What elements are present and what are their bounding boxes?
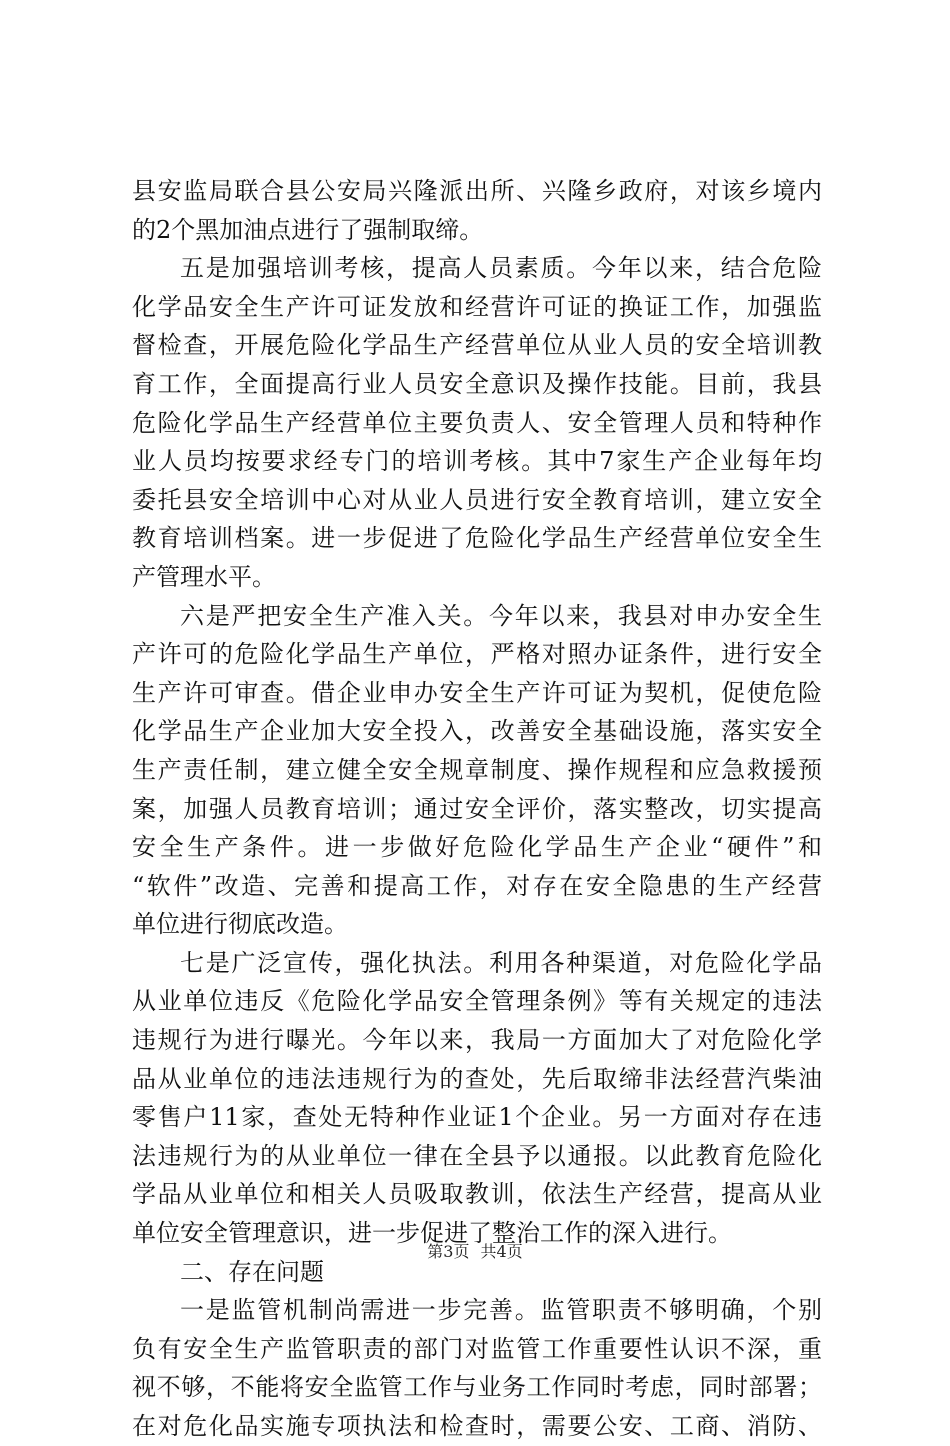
page-total: 共4页 (480, 1242, 523, 1261)
text-line: 违规行为进行曝光。今年以来，我局一方面加大了对危险化学 (132, 1026, 822, 1055)
text-line: 视不够，不能将安全监管工作与业务工作同时考虑，同时部署； (132, 1373, 822, 1402)
text-line: 化学品生产企业加大安全投入，改善安全基础设施，落实安全 (132, 717, 822, 746)
text-line: 六是严把安全生产准入关。今年以来，我县对申办安全生 (180, 601, 822, 630)
text-line: 学品从业单位和相关人员吸取教训，依法生产经营，提高从业 (132, 1180, 822, 1209)
text-line: 七是广泛宣传，强化执法。利用各种渠道，对危险化学品 (180, 948, 822, 977)
text-line: 从业单位违反《危险化学品安全管理条例》等有关规定的违法 (132, 987, 822, 1016)
text-line: 产管理水平。 (132, 562, 276, 591)
text-line: 零售户11家，查处无特种作业证1个企业。另一方面对存在违 (132, 1103, 822, 1132)
text-line: 产许可的危险化学品生产单位，严格对照办证条件，进行安全 (132, 640, 822, 669)
text-line: 案，加强人员教育培训；通过安全评价，落实整改，切实提高 (132, 794, 822, 823)
text-line: 生产责任制，建立健全安全规章制度、操作规程和应急救援预 (132, 755, 822, 784)
text-line: 县安监局联合县公安局兴隆派出所、兴隆乡政府，对该乡境内 (132, 177, 822, 205)
text-line: 一是监管机制尚需进一步完善。监管职责不够明确，个别 (180, 1296, 822, 1325)
text-line: 教育培训档案。进一步促进了危险化学品生产经营单位安全生 (132, 524, 822, 553)
text-line: 生产许可审查。借企业申办安全生产许可证为契机，促使危险 (132, 678, 822, 707)
text-line: 单位安全管理意识，进一步促进了整治工作的深入进行。 (132, 1219, 732, 1248)
page-footer (0, 1240, 950, 1264)
text-line: 育工作，全面提高行业人员安全意识及操作技能。目前，我县 (132, 369, 822, 398)
text-line: 委托县安全培训中心对从业人员进行安全教育培训，建立安全 (132, 485, 822, 514)
text-line: 安全生产条件。进一步做好危险化学品生产企业“硬件”和 (132, 833, 822, 862)
text-line: 督检查，开展危险化学品生产经营单位从业人员的安全培训教 (132, 331, 822, 360)
text-line: 在对危化品实施专项执法和检查时，需要公安、工商、消防、 (132, 1412, 822, 1440)
text-line: 二、存在问题 (180, 1257, 324, 1286)
text-line: 的2个黑加油点进行了强制取缔。 (132, 215, 484, 244)
text-line: 化学品安全生产许可证发放和经营许可证的换证工作，加强监 (132, 292, 822, 321)
text-line: 五是加强培训考核，提高人员素质。今年以来，结合危险 (180, 254, 822, 283)
text-line: 单位进行彻底改造。 (132, 910, 348, 939)
text-line: 业人员均按要求经专门的培训考核。其中7家生产企业每年均 (132, 447, 822, 476)
text-line: 法违规行为的从业单位一律在全县予以通报。以此教育危险化 (132, 1141, 822, 1170)
text-line: 危险化学品生产经营单位主要负责人、安全管理人员和特种作 (132, 408, 822, 437)
text-line: “软件”改造、完善和提高工作，对存在安全隐患的生产经营 (132, 871, 822, 900)
page-number: 第3页 (427, 1242, 470, 1261)
text-line: 负有安全生产监管职责的部门对监管工作重要性认识不深，重 (132, 1334, 822, 1363)
text-line: 品从业单位的违法违规行为的查处，先后取缔非法经营汽柴油 (132, 1064, 822, 1093)
